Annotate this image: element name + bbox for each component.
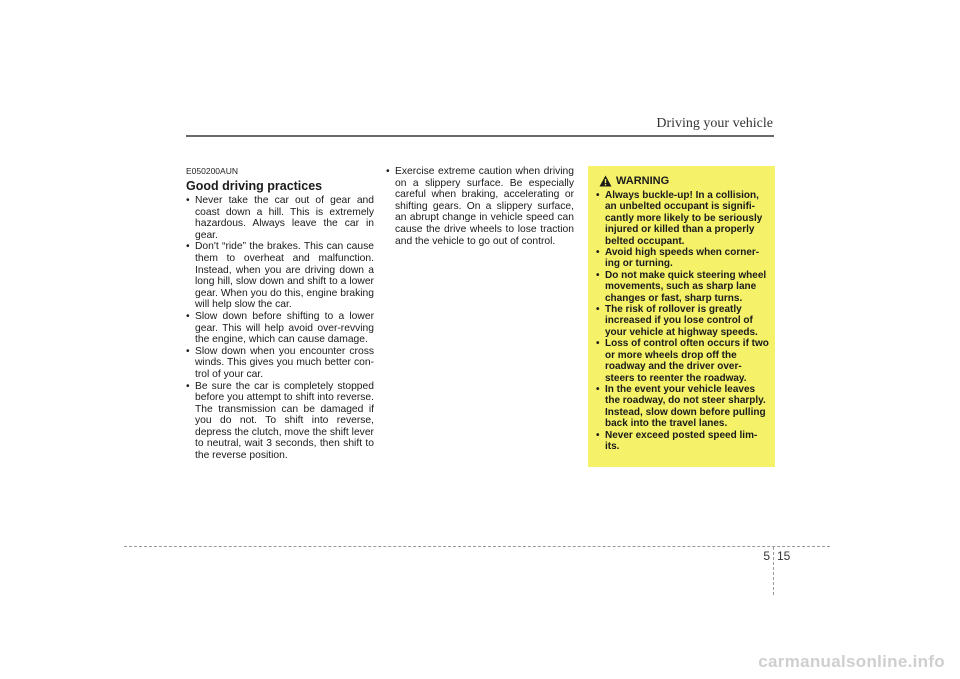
warning-box <box>588 166 775 467</box>
page-number <box>758 549 790 563</box>
chapter-number: 5 <box>763 549 770 563</box>
section-code: E050200AUN <box>186 166 238 176</box>
watermark: carmanualsonline.info <box>758 652 945 671</box>
list-item: • Be sure the car is completely stopped before you attempt to shift into reverse. The transmission can be damaged if you do not. To shift into reverse, depress the clutch, move the shift lever to neutral, wait 3 seconds, then shift to the reverse position. <box>186 381 374 462</box>
warning-item: • Always buckle-up! In a collision, an unbelted occupant is signifi-cantly more likely to be seriously injured or killed than a properly belted occupant. <box>596 190 769 247</box>
list-item: • Slow down before shifting to a lower gear. This will help avoid over-revving the engine, which can cause damage. <box>186 311 374 346</box>
warning-item: • Loss of control often occurs if two or more wheels drop off the roadway and the driver over-steers to reenter the roadway. <box>596 338 769 384</box>
text-column-middle <box>386 166 574 247</box>
warning-item: • Never exceed posted speed lim-its. <box>596 430 769 453</box>
driving-practices-list-continued <box>386 166 574 247</box>
list-item: • Never take the car out of gear and coast down a hill. This is extremely hazardous. Always leave the car in gear. <box>186 195 374 241</box>
header-rule <box>186 135 774 137</box>
list-item: • Don't “ride” the brakes. This can cause them to overheat and malfunction. Instead, when you are driving down a long hill, slow down and shift to a lower gear. When you do this, engine braking will help slow the car. <box>186 241 374 311</box>
warning-triangle-icon <box>599 175 612 187</box>
list-item: • Slow down when you encounter cross winds. This gives you much better con-trol of your car. <box>186 346 374 381</box>
warning-title <box>599 175 769 187</box>
page-num: 15 <box>777 549 791 563</box>
warning-label: WARNING <box>616 175 670 187</box>
warning-item: • The risk of rollover is greatly increased if you lose control of your vehicle at highway speeds. <box>596 304 769 338</box>
text-column-left <box>186 166 374 462</box>
driving-practices-list <box>186 195 374 462</box>
footer-rule <box>124 546 830 547</box>
page-header-title: Driving your vehicle <box>656 116 773 131</box>
section-heading: Good driving practices <box>186 179 323 193</box>
warning-list <box>596 190 769 452</box>
warning-item: • Do not make quick steering wheel movements, such as sharp lane changes or fast, sharp turns. <box>596 270 769 304</box>
list-item: • Exercise extreme caution when driving on a slippery surface. Be especially careful when braking, accelerating or shifting gears. On a slippery surface, an abrupt change in vehicle speed can cause the drive wheels to lose traction and the vehicle to go out of control. <box>386 166 574 247</box>
warning-item: • In the event your vehicle leaves the roadway, do not steer sharply. Instead, slow down before pulling back into the travel lanes. <box>596 384 769 430</box>
warning-item: • Avoid high speeds when corner-ing or turning. <box>596 247 769 270</box>
